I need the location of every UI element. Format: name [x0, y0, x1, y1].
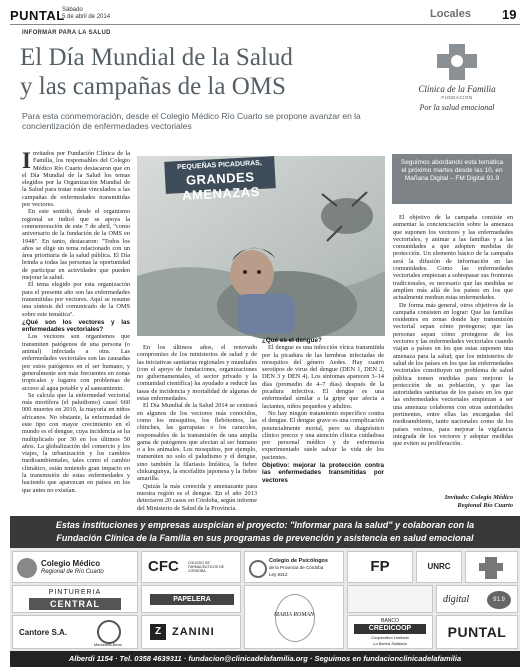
article-column-3: [262, 336, 384, 508]
sponsor-label: CREDICOOP: [354, 624, 426, 634]
sponsor-papelera: [141, 585, 241, 613]
sponsor-label: BANCO: [381, 618, 399, 624]
caduceus-icon: [17, 558, 37, 578]
article-column-4: [393, 214, 513, 508]
sponsor-fp: [347, 551, 413, 583]
article-column-1: [22, 150, 130, 508]
header-day: Sábado: [62, 7, 83, 13]
paragraph: Los vectores son organismos que transmiten patógenos de una persona (o animal) infectada a otra. Las enfermedades vectoriales son las causadas por estos patógenos en el ser humano, y generalmente son más frecuentes en zonas tropicales y lugares con problemas de acceso al agua potable y al saneamiento.: [22, 333, 130, 392]
sponsor-label: CFC: [148, 558, 179, 575]
sponsor-maria-roman: [244, 585, 344, 649]
cross-icon-bar: [479, 563, 503, 571]
clinica-logo: [402, 40, 512, 118]
sponsor-colegio-psicologos: [244, 551, 344, 583]
author-signature: [393, 494, 513, 509]
sponsor-sublabel: CENTRAL: [29, 598, 121, 610]
paragraph: El dengue es una infección vírica transmitida por la picadura de las hembras infectadas de mosquitos del género Aedes. Hay cuatro serotipos de virus del dengue (DEN 1, DEN 2, DEN 3 y DEN 4). Los síntomas aparecen 3–14 días (promedio de 4–7 días) después de la picadura infectiva. El dengue es una enfermedad similar a la gripe que afecta a lactantes, niños pequeños y adultos.: [262, 344, 384, 410]
sponsor-pintureria-central: [12, 585, 138, 613]
sponsor-cantore: [12, 615, 138, 649]
portrait-icon: [275, 594, 315, 642]
header-date-text: 5 de abril de 2014: [62, 14, 111, 20]
sponsor-label: ZANINI: [172, 626, 215, 638]
paragraph: nvitados por Fundación Clínica de la Familia, los responsables del Colegio Médico Río Cuarto destacaron que en el Día Mundial de la Salud los temas elegidos por la Organización Mundial de la Salud para tratar están vinculados a las campañas de enfermedades transmitidas por vectores.: [22, 150, 130, 209]
promo-text: Seguimos abordando esta temática el próximo martes desde las 10, en Mañana Digital – FM Digital 91.9: [400, 159, 504, 182]
sponsor-label: Colegio Médico: [41, 559, 101, 568]
sponsor-label: PINTURERIA: [48, 589, 102, 596]
sponsor-label: Cantore S.A.: [19, 628, 68, 637]
paragraph: De forma más general, otros objetivos de la campaña consisten en lograr: Que las familias residentes en zonas donde hay transmisión vectorial sepan cómo protegerse; que las personas sepan cómo protegerse de los vectores y las enfermedades vectoriales cuando viajan a países en los que estas suponen una amenaza para la salud; que los ministerios de salud de los países en los que las enfermedades vectoriales constituyen un problema de salud pública tomen medidas para mejorar la protección de su población, y que las autoridades sanitarias de los países en los que las enfermedades vectoriales empiezan a ser una amenaza colaboren con otras autoridades pertinentes, entre ellas las encargadas del medioambiente, tanto nacionales como de los países vecinos, para mejorar la vigilancia integrada de los vectores y adoptar medidas que eviten su proliferación.: [393, 301, 513, 448]
header-rule: [10, 24, 520, 25]
sponsor-colegio-medico: [12, 551, 138, 583]
sponsor-label: Colegio de Psicólogos: [269, 558, 328, 564]
mercedes-star-icon: [97, 620, 121, 644]
sponsor-sublabel: Regional de Río Cuarto: [41, 569, 104, 575]
paragraph: En este sentido, desde el organismo regional se indicó que se apoya la conmemoración de este 7 de abril, "como aniversario de la fundación de la OMS en 1948". En tanto, destacaron: "Todos los años se elige un tema relacionado con un área prioritaria de la salud pública. El Día brinda a todas las personas la oportunidad de participar en actividades que pueden mejorar la salud.: [22, 208, 130, 282]
sponsor-sublabel: La Banca Solidaria: [373, 641, 407, 646]
paragraph: El tema elegido por esta organización para el presente año son las enfermedades transmitidas por vectores. Aquí se resume una síntesis del comunicado de la OMS sobre este temática".: [22, 281, 130, 318]
logo-name: Clínica de la Familia: [418, 84, 496, 94]
sponsor-digital-fm: [436, 585, 518, 613]
sponsor-grid: [10, 548, 520, 651]
sponsor-cfc: [141, 551, 241, 583]
sponsor-label: PUNTAL: [447, 624, 507, 640]
paragraph: Quizás la más conocida y amenazante para nuestra región es el dengue. En el año 2013 detectaron 20 casos en Córdoba, según informe del Ministerio de Salud de la Provincia.: [137, 482, 257, 512]
photo-banner-line-1: PEQUEÑAS PICADURAS,: [176, 159, 263, 172]
sponsor-sublabel: Cooperativo Limitado: [371, 635, 409, 640]
logo-motto: Por la salud emocional: [419, 103, 495, 112]
psi-icon: [249, 560, 267, 578]
paragraph: El objetivo de la campaña consiste en aumentar la concienciación sobre la amenaza que suponen los vectores y las enfermedades vectoriales, y animar a las familias y a las comunidades a que adopten medidas de protección. Un elemento básico de la campaña será la difusión de información en las comunidades. Como las enfermedades vectoriales empiezan a sobrepasar sus fronteras tradicionales, es necesario que las medidas se amplíen más allá de los países en los que actualmente medran estas enfermedades.: [393, 214, 513, 302]
puntal-logo: PUNTAL: [10, 8, 65, 23]
sponsor-puntal: [436, 615, 518, 649]
logo-fundacion: FUNDACION: [441, 95, 473, 100]
paragraph: En los últimos años, el renovado compromiso de los ministerios de salud y de las iniciativas sanitarias regionales y mundiales (con el apoyo de fundaciones, organizaciones no gubernamentales, el sector privado y la comunidad científica) ha ayudado a reducir las tasas de incidencia y mortalidad de algunas de estas enfermedades.: [137, 344, 257, 403]
sponsor-blank: [347, 585, 433, 613]
sponsor-label: PAPELERA: [150, 594, 234, 605]
subheading: Objetivo: mejorar la protección contra las enfermedades transmitidas por vectores: [262, 462, 384, 484]
headline-line-1: El Día Mundial de la Salud: [20, 44, 293, 71]
paragraph: El Día Mundial de la Salud 2014 se centrará en algunos de los vectores más conocidos, como los mosquitos, los flebótomos, las chinches, las garrapatas o los caracoles, responsables de la transmisión de una amplia gama de patógenos que afectan al ser humano o a los animales. Los mosquitos, por ejemplo, transmiten no solo el paludismo y el dengue, sino también la filariasis linfática, la fiebre chikungunya, la encefalitis japonesa y la fiebre amarilla.: [137, 402, 257, 483]
subheading: ¿Qué son los vectores y las enfermedades vectoriales?: [22, 318, 130, 334]
promo-box: [392, 154, 512, 204]
headline-line-2: y las campañas de la OMS: [20, 73, 286, 100]
article-photo: [137, 156, 385, 336]
page-number: 19: [502, 7, 517, 22]
dropcap: I: [22, 148, 31, 173]
photo-banner: [164, 156, 276, 203]
signature-line-2: Regional Río Cuarto: [457, 501, 513, 509]
sponsor-label: MARIA ROMAN: [273, 612, 315, 618]
sponsor-sublabel: Mercedes-Benz: [93, 642, 122, 647]
subheading: ¿Qué es el dengue?: [262, 337, 322, 344]
sponsor-banner: [10, 516, 520, 548]
sponsor-unrc: [416, 551, 462, 583]
signature-line-1: Invitado: Colegio Médico: [444, 494, 513, 501]
footer-bar: [10, 651, 520, 667]
sponsor-sublabel: COLEGIO DE FARMACÉUTICOS DE CÓRDOBA: [188, 561, 224, 573]
zanini-mark-icon: Z: [150, 624, 166, 640]
sponsor-sublabel: Ley 8312: [269, 572, 288, 577]
sponsor-cross-emblem: [465, 551, 518, 583]
header-date: [62, 7, 110, 21]
paragraph: Se calcula que la enfermedad vectorial más mortífera (el paludismo) causó 660 000 muertes en 2010, la mayoría en niños africanos. No obstante, la enfermedad de este tipo con mayor crecimiento en el mundo es el dengue, cuya incidencia se ha multiplicado por 30 en los últimos 50 años. La globalización del comercio y los viajes, la urbanización y los cambios medioambientales, tales como el cambio climático, están teniendo gran impacto en la transmisión de estas enfermedades y haciendo que aparezcan en países en los que antes no existían.: [22, 391, 130, 494]
sponsor-zanini: [141, 615, 241, 649]
sponsor-line-2: Fundación Clínica de la Familia en sus programas de prevención y asistencia en salud emocional: [56, 533, 474, 543]
sponsor-label: UNRC: [427, 562, 451, 571]
sponsor-sublabel: de la Provincia de Córdoba: [269, 565, 324, 570]
sponsor-banco-credicoop: [347, 615, 433, 649]
cross-logo-icon: [422, 42, 492, 82]
sponsor-sublabel: 91.9: [487, 591, 511, 609]
sponsor-line-1: Estas instituciones y empresas auspician el proyecto: "Informar para la salud" y colaboran con la: [55, 520, 475, 530]
article-column-2: [137, 344, 257, 512]
photo-banner-line-2: GRANDES AMENAZAS: [181, 169, 261, 203]
kicker: INFORMAR PARA LA SALUD: [22, 30, 111, 36]
paragraph: No hay ningún tratamiento específico contra el dengue. El dengue grave es una complicación potencialmente mortal, pero su diagnóstico clínico precoz y una atención clínica cuidadosa por personal médico y de enfermería experimentado suele salvar la vida de los pacientes.: [262, 409, 384, 461]
sponsor-label: digital: [443, 594, 470, 605]
deck: Para esta conmemoración, desde el Colegio Médico Río Cuarto se propone avanzar en la concientización de enfermedades vectoriales: [22, 111, 361, 131]
section-title: Locales: [430, 8, 471, 20]
footer-contact[interactable]: Alberdi 1154 · Tel. 0358 4639311 · fundacion@clinicadelafamilia.org · Seguimos en fundacionclinicadelafamilia: [68, 654, 462, 663]
sponsor-label: FP: [370, 558, 390, 575]
